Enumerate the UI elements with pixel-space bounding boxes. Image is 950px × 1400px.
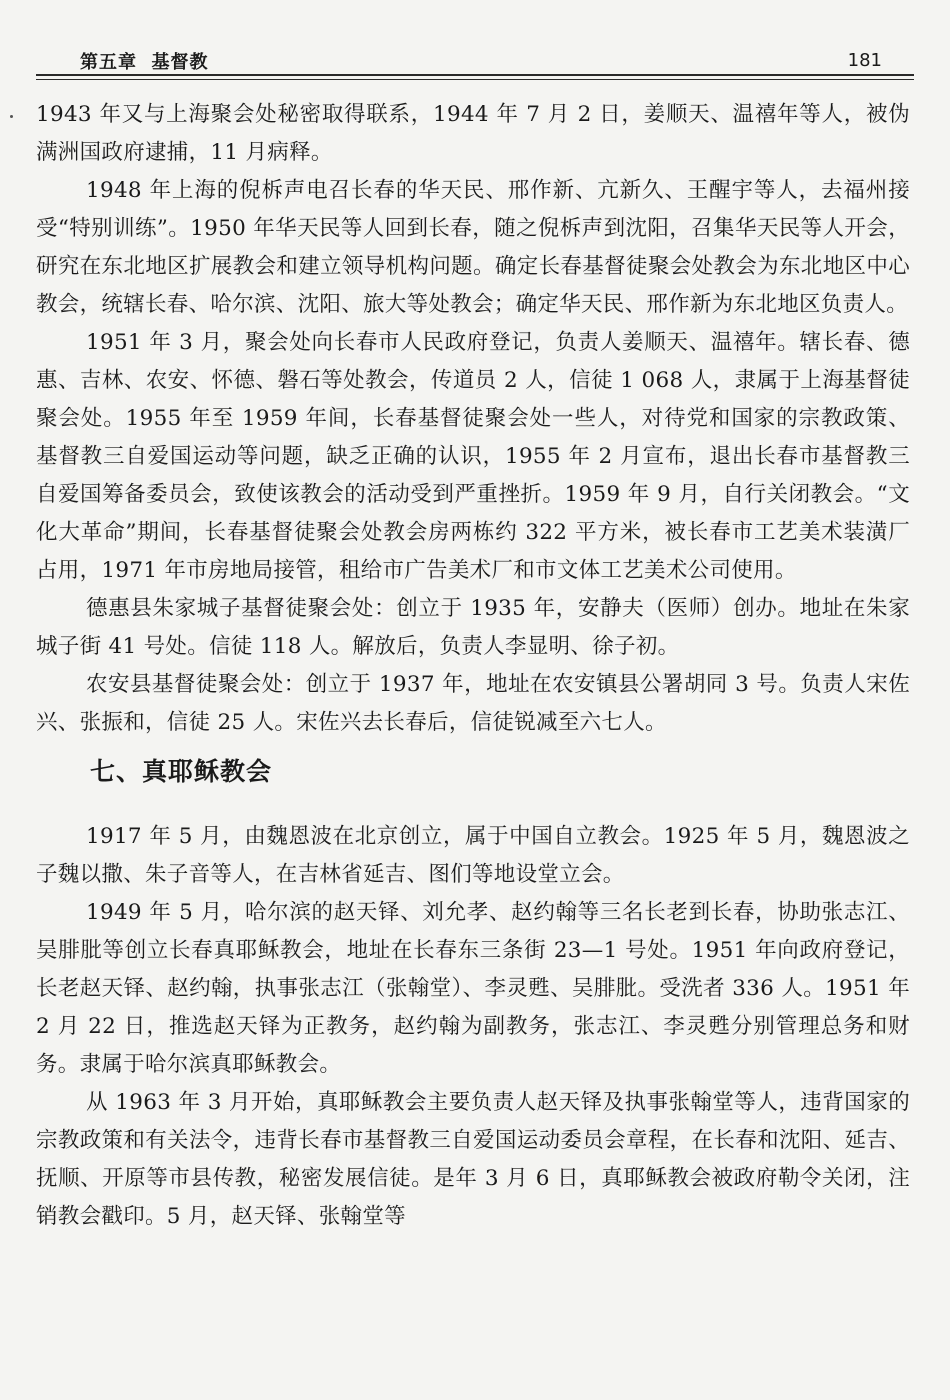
paragraph-continued: 1943 年又与上海聚会处秘密取得联系，1944 年 7 月 2 日，姜顺天、温禧年等人，被伪满洲国政府逮捕，11 月病释。 [36, 102, 910, 165]
running-header [36, 44, 914, 80]
scan-speck [10, 115, 13, 118]
header-rule-thick [36, 74, 914, 76]
paragraph: 1949 年 5 月，哈尔滨的赵天铎、刘允孝、赵约翰等三名长老到长春，协助张志江、吴腓肶等创立长春真耶稣教会，地址在长春东三条街 23—1 号处。1951 年向政府登记，长老赵天铎、赵约翰，执事张志江（张翰堂）、李灵甦、吴腓肶。受洗者 336 人。1951 年 2 月 22 日，推选赵天铎为正教务，赵约翰为副教务，张志江、李灵甦分别管理总务和财务。隶属于哈尔滨真耶稣教会。 [36, 900, 910, 1077]
paragraph: 1951 年 3 月，聚会处向长春市人民政府登记，负责人姜顺天、温禧年。辖长春、德惠、吉林、农安、怀德、磐石等处教会，传道员 2 人，信徒 1 068 人，隶属于上海基督徒聚会处。1955 年至 1959 年间，长春基督徒聚会处一些人，对待党和国家的宗教政策、基督教三自爱国运动等问题，缺乏正确的认识，1955 年 2 月宣布，退出长春市基督教三自爱国筹备委员会，致使该教会的活动受到严重挫折。1959 年 9 月，自行关闭教会。“文化大革命”期间，长春基督徒聚会处教会房两栋约 322 平方米，被长春市工艺美术装潢厂占用，1971 年市房地局接管，租给市广告美术厂和市文体工艺美术公司使用。 [36, 330, 910, 583]
section-heading: 七、真耶稣教会 [90, 757, 273, 786]
paragraph: 德惠县朱家城子基督徒聚会处：创立于 1935 年，安静夫（医师）创办。地址在朱家城子街 41 号处。信徒 118 人。解放后，负责人李显明、徐子初。 [36, 596, 910, 659]
paragraph: 1917 年 5 月，由魏恩波在北京创立，属于中国自立教会。1925 年 5 月，魏恩波之子魏以撒、朱子音等人，在吉林省延吉、图们等地设堂立会。 [36, 824, 910, 887]
page-number: 181 [847, 50, 882, 71]
paragraph: 1948 年上海的倪柝声电召长春的华天民、邢作新、亢新久、王醒宇等人，去福州接受“特别训练”。1950 年华天民等人回到长春，随之倪柝声到沈阳，召集华天民等人开会，研究在东北地区扩展教会和建立领导机构问题。确定长春基督徒聚会处教会为东北地区中心教会，统辖长春、哈尔滨、沈阳、旅大等处教会；确定华天民、邢作新为东北地区负责人。 [36, 178, 910, 317]
paragraph: 农安县基督徒聚会处：创立于 1937 年，地址在农安镇县公署胡同 3 号。负责人宋佐兴、张振和，信徒 25 人。宋佐兴去长春后，信徒锐减至六七人。 [36, 672, 910, 735]
chapter-title: 第五章 基督教 [80, 52, 209, 73]
paragraph: 从 1963 年 3 月开始，真耶稣教会主要负责人赵天铎及执事张翰堂等人，违背国家的宗教政策和有关法令，违背长春市基督教三自爱国运动委员会章程，在长春和沈阳、延吉、抚顺、开原等市县传教，秘密发展信徒。是年 3 月 6 日，真耶稣教会被政府勒令关闭，注销教会戳印。5 月，赵天铎、张翰堂等 [36, 1090, 910, 1229]
page-body [36, 96, 910, 1236]
header-rule-thin [36, 79, 914, 80]
